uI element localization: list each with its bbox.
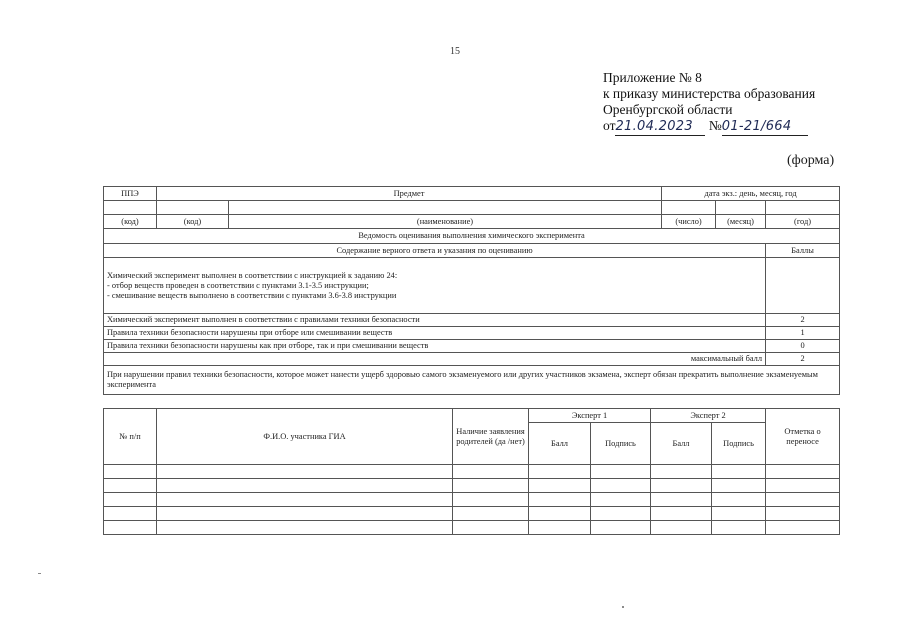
appendix-order-line: к приказу министерства образования [603, 86, 816, 101]
row-expert1-score-cell[interactable] [529, 493, 591, 507]
row-expert2-signature-cell[interactable] [712, 521, 766, 535]
appendix-title: Приложение № 8 [603, 70, 702, 85]
instruction-line-2: - отбор веществ проведен в соответствии с пунктами 3.1-3.5 инструкции; [107, 280, 369, 290]
row-expert2-signature-cell[interactable] [712, 507, 766, 521]
row-statement-cell[interactable] [453, 479, 529, 493]
row-expert1-score-cell[interactable] [529, 521, 591, 535]
year-caption: (год) [766, 215, 840, 229]
row-expert2-signature-cell[interactable] [712, 479, 766, 493]
row-expert1-score-cell[interactable] [529, 507, 591, 521]
subject-name-caption: (наименование) [229, 215, 662, 229]
row-transfer-cell[interactable] [766, 465, 840, 479]
expert2-header: Эксперт 2 [651, 409, 766, 423]
scan-mark [38, 573, 41, 574]
table-spacer [104, 395, 840, 409]
table-row [104, 507, 840, 521]
exam-day-field[interactable] [662, 201, 716, 215]
row-num-cell[interactable] [104, 493, 157, 507]
month-caption: (месяц) [716, 215, 766, 229]
expert1-header: Эксперт 1 [529, 409, 651, 423]
row-expert2-score-cell[interactable] [651, 479, 712, 493]
row-expert1-signature-cell[interactable] [591, 521, 651, 535]
subject-code-caption: (код) [157, 215, 229, 229]
exam-year-field[interactable] [766, 201, 840, 215]
row-num-cell[interactable] [104, 479, 157, 493]
results-fio-header: Ф.И.О. участника ГИА [157, 409, 453, 465]
sheet-title: Ведомость оценивания выполнения химического эксперимента [104, 229, 840, 244]
criterion-points: 0 [766, 340, 840, 353]
results-transfer-header: Отметка о переносе [766, 409, 840, 465]
criterion-text: Правила техники безопасности нарушены как при отборе, так и при смешивании веществ [104, 340, 766, 353]
row-expert1-signature-cell[interactable] [591, 493, 651, 507]
criterion-text: Правила техники безопасности нарушены при отборе или смешивании веществ [104, 327, 766, 340]
row-expert1-signature-cell[interactable] [591, 465, 651, 479]
instruction-line-1: Химический эксперимент выполнен в соответствии с инструкцией к заданию 24: [107, 270, 398, 280]
table-row [104, 465, 840, 479]
row-expert1-score-cell[interactable] [529, 465, 591, 479]
appendix-date-number-line [603, 118, 815, 136]
scan-speck [622, 606, 624, 608]
subject-code-field[interactable] [157, 201, 229, 215]
ppe-code-field[interactable] [104, 201, 157, 215]
row-fio-cell[interactable] [157, 507, 453, 521]
row-num-cell[interactable] [104, 465, 157, 479]
criterion-points: 2 [766, 314, 840, 327]
row-expert2-signature-cell[interactable] [712, 493, 766, 507]
criterion-points: 1 [766, 327, 840, 340]
row-fio-cell[interactable] [157, 465, 453, 479]
day-caption: (число) [662, 215, 716, 229]
appendix-region-line: Оренбургской области [603, 102, 733, 117]
row-expert1-signature-cell[interactable] [591, 479, 651, 493]
row-expert1-score-cell[interactable] [529, 479, 591, 493]
expert2-signature-header: Подпись [712, 423, 766, 465]
instruction-cell [104, 258, 766, 314]
row-fio-cell[interactable] [157, 493, 453, 507]
exam-date-header: дата экз.: день, месяц, год [662, 187, 840, 201]
subject-header: Предмет [157, 187, 662, 201]
row-expert2-score-cell[interactable] [651, 507, 712, 521]
safety-note: При нарушении правил техники безопасности, которое может нанести ущерб здоровью самого экзаменуемого или других участников экзамена, эксперт обязан прекратить выполнение экзаменуемым эксперимента [104, 366, 840, 395]
ppe-header: ППЭ [104, 187, 157, 201]
row-num-cell[interactable] [104, 507, 157, 521]
criteria-content-header: Содержание верного ответа и указания по оцениванию [104, 244, 766, 258]
row-expert2-score-cell[interactable] [651, 493, 712, 507]
form-table [103, 186, 839, 535]
expert1-signature-header: Подпись [591, 423, 651, 465]
row-expert2-score-cell[interactable] [651, 465, 712, 479]
appendix-header [603, 70, 815, 136]
row-statement-cell[interactable] [453, 521, 529, 535]
criteria-points-header: Баллы [766, 244, 840, 258]
criterion-text: Химический эксперимент выполнен в соответствии с правилами техники безопасности [104, 314, 766, 327]
max-score-label: максимальный балл [104, 353, 766, 366]
exam-month-field[interactable] [716, 201, 766, 215]
form-label: (форма) [787, 153, 835, 168]
from-prefix: от [603, 118, 616, 133]
handwritten-number: 01-21/664 [721, 119, 792, 134]
row-statement-cell[interactable] [453, 493, 529, 507]
max-score-value: 2 [766, 353, 840, 366]
number-prefix: № [708, 118, 722, 133]
row-fio-cell[interactable] [157, 521, 453, 535]
main-form-table [103, 186, 840, 409]
row-fio-cell[interactable] [157, 479, 453, 493]
results-table [103, 408, 840, 535]
instruction-points-cell [766, 258, 840, 314]
row-statement-cell[interactable] [453, 465, 529, 479]
row-transfer-cell[interactable] [766, 493, 840, 507]
table-row [104, 479, 840, 493]
results-statement-header: Наличие заявления родителей (да /нет) [453, 409, 529, 465]
row-transfer-cell[interactable] [766, 521, 840, 535]
page-number: 15 [450, 46, 460, 57]
row-statement-cell[interactable] [453, 507, 529, 521]
row-expert1-signature-cell[interactable] [591, 507, 651, 521]
row-expert2-score-cell[interactable] [651, 521, 712, 535]
subject-name-field[interactable] [229, 201, 662, 215]
results-num-header: № п/п [104, 409, 157, 465]
table-row [104, 493, 840, 507]
expert2-score-header: Балл [651, 423, 712, 465]
row-transfer-cell[interactable] [766, 507, 840, 521]
expert1-score-header: Балл [529, 423, 591, 465]
handwritten-date: 21.04.2023 [615, 119, 693, 134]
instruction-line-3: - смешивание веществ выполнено в соответствии с пунктами 3.6-3.8 инструкции [107, 290, 397, 300]
row-transfer-cell[interactable] [766, 479, 840, 493]
row-num-cell[interactable] [104, 521, 157, 535]
row-expert2-signature-cell[interactable] [712, 465, 766, 479]
table-row [104, 521, 840, 535]
ppe-code-caption: (код) [104, 215, 157, 229]
